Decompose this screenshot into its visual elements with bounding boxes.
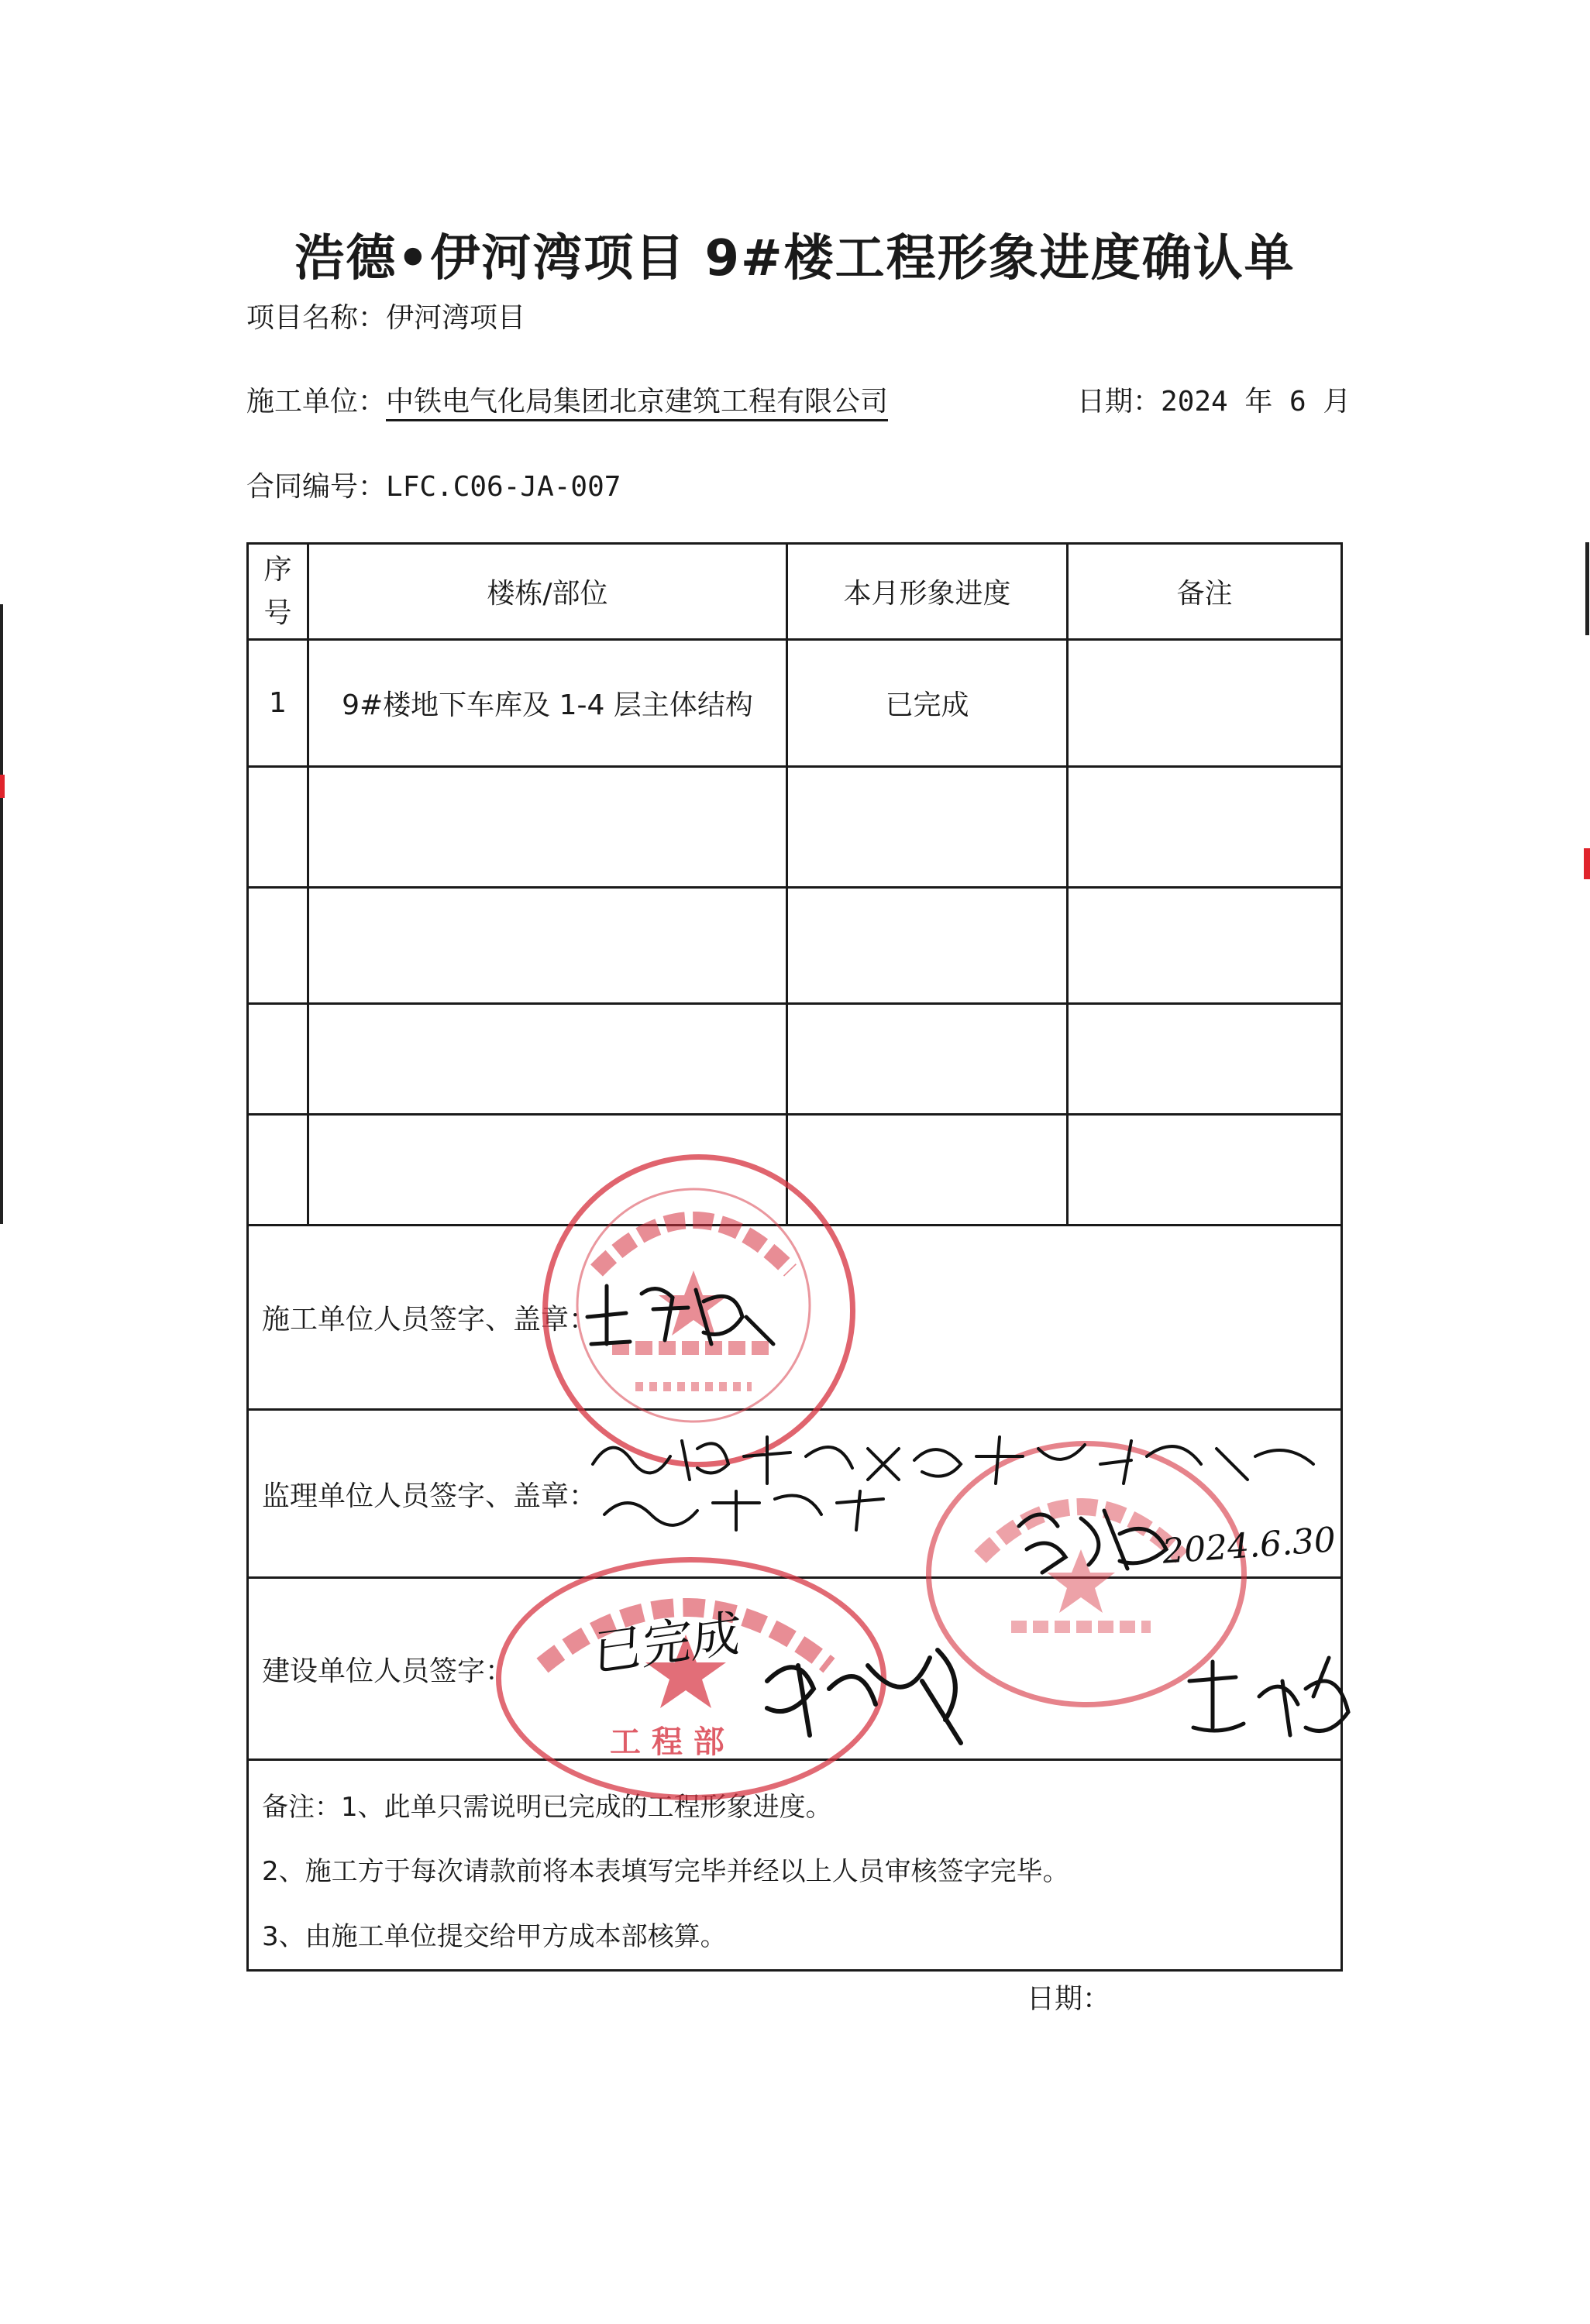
owner-signature-1 — [752, 1635, 984, 1751]
project-name-label: 项目名称： — [246, 302, 387, 334]
supervisor-signature — [1011, 1495, 1182, 1580]
contract-no-row — [246, 465, 621, 504]
header-location: 楼栋/部位 — [487, 578, 608, 610]
header-date-value: 2024 年 6 月 — [1161, 386, 1351, 418]
scan-edge-mark — [1584, 848, 1590, 879]
scan-edge-mark — [0, 775, 5, 798]
owner-seal-text: 工 程 部 — [610, 1724, 724, 1760]
header-progress: 本月形象进度 — [843, 578, 1011, 610]
contractor-row — [246, 380, 888, 419]
table-border — [246, 1002, 1343, 1005]
table-border — [246, 1969, 1343, 1972]
table-row-1-location: 9#楼地下车库及 1-4 层主体结构 — [342, 689, 753, 721]
note-line-1: 备注：1、此单只需说明已完成的工程形象进度。 — [262, 1792, 832, 1823]
scan-edge-mark — [0, 604, 3, 1224]
table-border — [246, 886, 1343, 889]
note-line-2: 2、施工方于每次请款前将本表填写完毕并经以上人员审核签字完毕。 — [262, 1856, 1069, 1887]
project-name-row — [246, 296, 525, 335]
header-remark: 备注 — [1176, 578, 1233, 610]
supervisor-sign-label: 监理单位人员签字、盖章： — [262, 1480, 597, 1512]
header-date-label: 日期： — [1077, 386, 1162, 418]
table-border — [246, 765, 1343, 768]
supervisor-handwritten-note — [589, 1425, 1325, 1534]
owner-handwritten-progress: 已完成 — [592, 1604, 742, 1683]
owner-sign-label: 建设单位人员签字： — [262, 1655, 514, 1687]
table-row-1-remark — [1069, 641, 1340, 765]
owner-signature-2 — [1182, 1650, 1360, 1751]
contractor-signature — [580, 1270, 781, 1356]
table-border — [1340, 542, 1343, 1972]
table-border — [246, 1113, 1343, 1116]
footer-date-label: 日期： — [1027, 1983, 1111, 2015]
contractor-sign-label: 施工单位人员签字、盖章： — [262, 1304, 597, 1336]
document-title: 浩德•伊河湾项目 9#楼工程形象进度确认单 — [294, 230, 1296, 287]
scan-edge-mark — [1585, 542, 1589, 635]
supervisor-sign-date: 2024.6.30 — [1161, 1520, 1337, 1572]
header-serial-no: 序号 — [263, 553, 292, 629]
header-date — [1077, 380, 1351, 419]
table-row-1-no: 1 — [269, 687, 287, 719]
contractor-value: 中铁电气化局集团北京建筑工程有限公司 — [386, 386, 888, 421]
project-name-value: 伊河湾项目 — [386, 302, 526, 334]
contractor-label: 施工单位： — [246, 386, 387, 418]
contract-no-label: 合同编号： — [246, 471, 387, 503]
table-row-1-progress: 已完成 — [885, 689, 969, 721]
contract-no-value: LFC.C06-JA-007 — [386, 471, 621, 503]
note-line-3: 3、由施工单位提交给甲方成本部核算。 — [262, 1921, 727, 1952]
